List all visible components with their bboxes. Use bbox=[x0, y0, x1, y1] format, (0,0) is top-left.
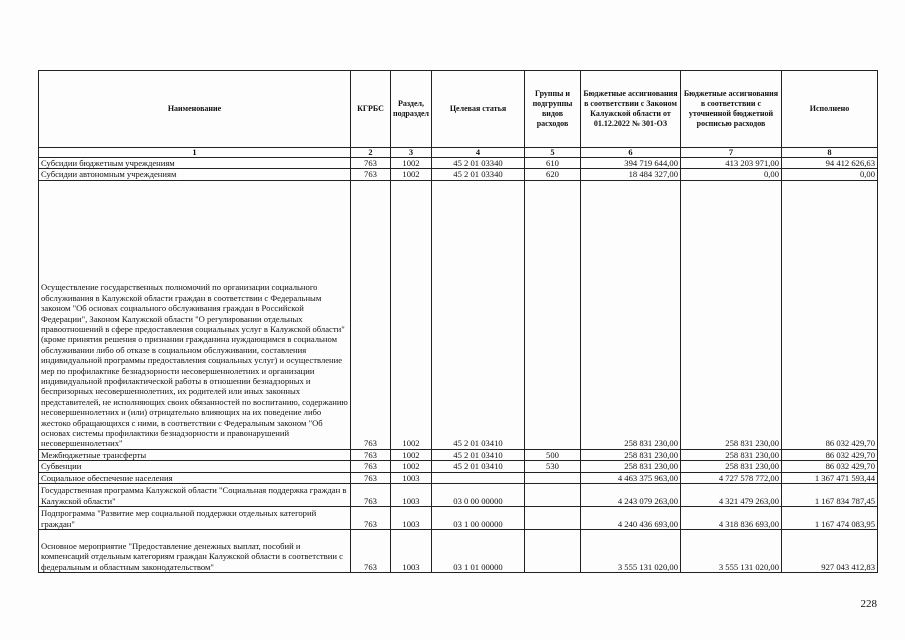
row-kgrbs: 763 bbox=[351, 484, 391, 507]
header-executed: Исполнено bbox=[782, 71, 878, 148]
row-section: 1002 bbox=[391, 158, 432, 169]
row-name: Осуществление государственных полномочий по организации социального обслуживания в Калужской области граждан в соответствии с Федеральным законом "Об основах социального обслуживания граждан в Российской Федерации", Законом Калужской области "О регулировании отдельных правоотношений в сфере предоставления социальных услуг в Калужской области" (кроме принятия решения о признании гражданина нуждающимся в социальном обслуживании либо об отказе в социальном обслуживании, составления индивидуальной программы предоставления социальных услуг) и осуществление мер по профилактике безнадзорности несовершеннолетних и организации индивидуальной профилактической работы в отношении безнадзорных и беспризорных несовершеннолетних, их родителей или иных законных представителей, не исполняющих своих обязанностей по воспитанию, содержанию несовершеннолетних и (или) отрицательно влияющих на их поведение либо жестоко обращающихся с ними, в соответствии с Федеральным законом "Об основах системы профилактики безнадзорности и правонарушений несовершеннолетних" bbox=[39, 180, 351, 449]
row-law-amount: 4 243 079 263,00 bbox=[581, 484, 681, 507]
column-number: 5 bbox=[525, 148, 581, 158]
row-section: 1002 bbox=[391, 449, 432, 460]
row-kgrbs: 763 bbox=[351, 461, 391, 472]
column-number-row bbox=[39, 148, 878, 158]
row-refined-amount: 4 727 578 772,00 bbox=[681, 472, 782, 483]
row-name: Подпрограмма "Развитие мер социальной поддержки отдельных категорий граждан" bbox=[39, 507, 351, 530]
header-law: Бюджетные ассигнования в соответствии с Законом Калужской области от 01.12.2022 № 301-ОЗ bbox=[581, 71, 681, 148]
page-number: 228 bbox=[860, 598, 877, 610]
row-kgrbs: 763 bbox=[351, 530, 391, 573]
column-number: 8 bbox=[782, 148, 878, 158]
header-refined: Бюджетные ассигнования в соответствии с уточненной бюджетной росписью расходов bbox=[681, 71, 782, 148]
row-executed-amount: 86 032 429,70 bbox=[782, 449, 878, 460]
row-kgrbs: 763 bbox=[351, 449, 391, 460]
table-row bbox=[39, 484, 878, 507]
row-name: Субсидии бюджетным учреждениям bbox=[39, 158, 351, 169]
row-kgrbs: 763 bbox=[351, 472, 391, 483]
row-law-amount: 3 555 131 020,00 bbox=[581, 530, 681, 573]
row-section: 1002 bbox=[391, 169, 432, 180]
header-groups: Группы и подгруппы видов расходов bbox=[525, 71, 581, 148]
row-name: Основное мероприятие "Предоставление денежных выплат, пособий и компенсаций отдельным категориям граждан Калужской области в соответствии с федеральным и областным законодательством" bbox=[39, 530, 351, 573]
row-refined-amount: 413 203 971,00 bbox=[681, 158, 782, 169]
table-row bbox=[39, 507, 878, 530]
table-row bbox=[39, 158, 878, 169]
row-group bbox=[525, 507, 581, 530]
table-row bbox=[39, 472, 878, 483]
row-section: 1002 bbox=[391, 180, 432, 449]
row-group: 620 bbox=[525, 169, 581, 180]
row-executed-amount: 927 043 412,83 bbox=[782, 530, 878, 573]
row-target: 03 1 00 00000 bbox=[432, 507, 525, 530]
table-row bbox=[39, 449, 878, 460]
table-row bbox=[39, 530, 878, 573]
row-law-amount: 18 484 327,00 bbox=[581, 169, 681, 180]
row-refined-amount: 0,00 bbox=[681, 169, 782, 180]
row-name: Социальное обеспечение населения bbox=[39, 472, 351, 483]
row-group bbox=[525, 484, 581, 507]
header-name: Наименование bbox=[39, 71, 351, 148]
row-group: 530 bbox=[525, 461, 581, 472]
row-refined-amount: 258 831 230,00 bbox=[681, 180, 782, 449]
row-group bbox=[525, 472, 581, 483]
row-name: Государственная программа Калужской области "Социальная поддержка граждан в Калужской области" bbox=[39, 484, 351, 507]
row-target: 45 2 01 03410 bbox=[432, 461, 525, 472]
row-name: Субсидии автономным учреждениям bbox=[39, 169, 351, 180]
column-number: 4 bbox=[432, 148, 525, 158]
row-target: 45 2 01 03340 bbox=[432, 158, 525, 169]
column-number: 6 bbox=[581, 148, 681, 158]
row-executed-amount: 0,00 bbox=[782, 169, 878, 180]
row-group: 610 bbox=[525, 158, 581, 169]
row-kgrbs: 763 bbox=[351, 169, 391, 180]
header-kgrbs: КГРБС bbox=[351, 71, 391, 148]
row-law-amount: 4 463 375 963,00 bbox=[581, 472, 681, 483]
row-section: 1003 bbox=[391, 530, 432, 573]
column-number: 2 bbox=[351, 148, 391, 158]
row-target bbox=[432, 472, 525, 483]
row-executed-amount: 1 167 474 083,95 bbox=[782, 507, 878, 530]
budget-table bbox=[38, 70, 878, 573]
row-kgrbs: 763 bbox=[351, 180, 391, 449]
row-section: 1003 bbox=[391, 507, 432, 530]
row-kgrbs: 763 bbox=[351, 158, 391, 169]
row-section: 1003 bbox=[391, 472, 432, 483]
row-executed-amount: 86 032 429,70 bbox=[782, 180, 878, 449]
column-number: 7 bbox=[681, 148, 782, 158]
row-group: 500 bbox=[525, 449, 581, 460]
row-section: 1003 bbox=[391, 484, 432, 507]
row-law-amount: 258 831 230,00 bbox=[581, 449, 681, 460]
row-refined-amount: 258 831 230,00 bbox=[681, 461, 782, 472]
row-refined-amount: 3 555 131 020,00 bbox=[681, 530, 782, 573]
row-refined-amount: 4 318 836 693,00 bbox=[681, 507, 782, 530]
row-target: 45 2 01 03410 bbox=[432, 180, 525, 449]
column-number: 1 bbox=[39, 148, 351, 158]
row-target: 45 2 01 03410 bbox=[432, 449, 525, 460]
row-name: Субвенции bbox=[39, 461, 351, 472]
row-group bbox=[525, 530, 581, 573]
row-law-amount: 258 831 230,00 bbox=[581, 180, 681, 449]
row-law-amount: 394 719 644,00 bbox=[581, 158, 681, 169]
header-target: Целевая статья bbox=[432, 71, 525, 148]
table-row bbox=[39, 461, 878, 472]
row-law-amount: 258 831 230,00 bbox=[581, 461, 681, 472]
row-executed-amount: 1 367 471 593,44 bbox=[782, 472, 878, 483]
row-law-amount: 4 240 436 693,00 bbox=[581, 507, 681, 530]
row-section: 1002 bbox=[391, 461, 432, 472]
header-section: Раздел, подраздел bbox=[391, 71, 432, 148]
header-row bbox=[39, 71, 878, 148]
row-executed-amount: 86 032 429,70 bbox=[782, 461, 878, 472]
row-refined-amount: 258 831 230,00 bbox=[681, 449, 782, 460]
row-executed-amount: 1 167 834 787,45 bbox=[782, 484, 878, 507]
row-target: 03 1 01 00000 bbox=[432, 530, 525, 573]
table-row bbox=[39, 169, 878, 180]
table-row bbox=[39, 180, 878, 449]
row-refined-amount: 4 321 479 263,00 bbox=[681, 484, 782, 507]
row-kgrbs: 763 bbox=[351, 507, 391, 530]
row-name: Межбюджетные трансферты bbox=[39, 449, 351, 460]
row-group bbox=[525, 180, 581, 449]
row-target: 45 2 01 03340 bbox=[432, 169, 525, 180]
row-executed-amount: 94 412 626,63 bbox=[782, 158, 878, 169]
row-target: 03 0 00 00000 bbox=[432, 484, 525, 507]
column-number: 3 bbox=[391, 148, 432, 158]
